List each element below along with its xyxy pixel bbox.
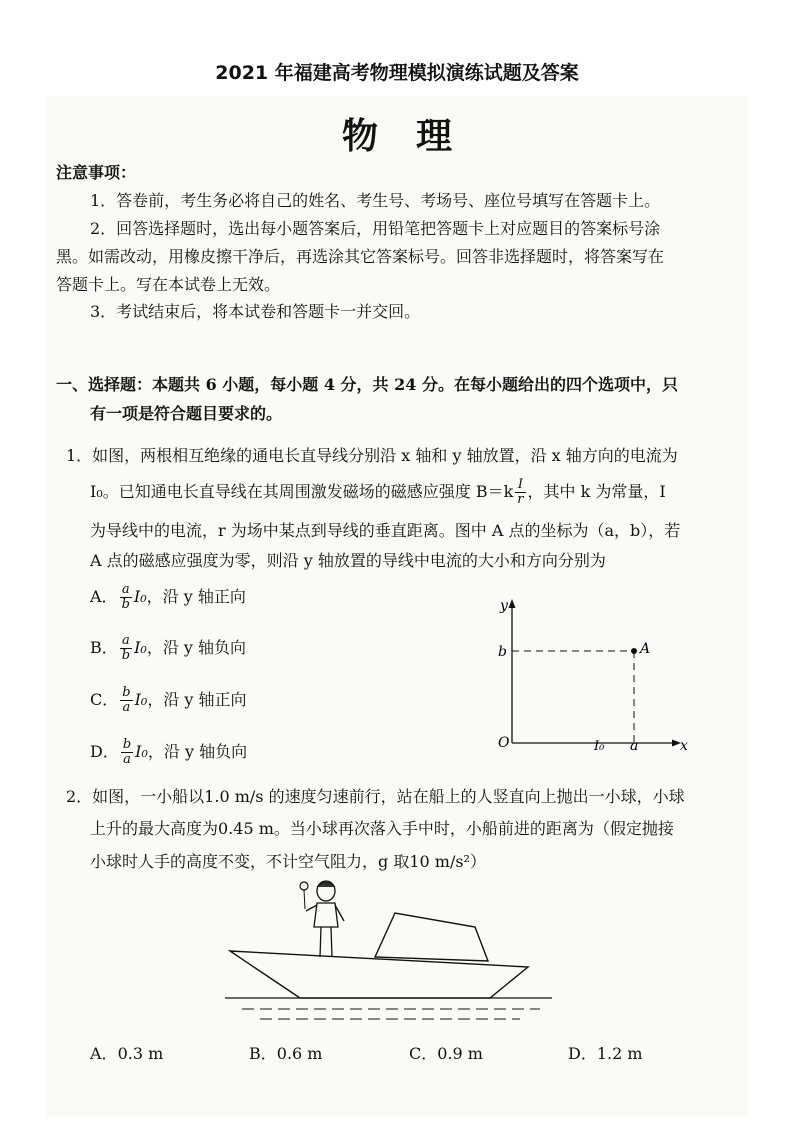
person-figure — [306, 881, 344, 957]
option-letter: B． — [249, 1044, 277, 1063]
option-fraction — [120, 583, 132, 612]
notice-item-3: 3．考试结束后，将本试卷和答题卡一并交回。 — [90, 302, 421, 321]
option-fraction — [121, 738, 133, 767]
fraction-denominator: a — [122, 700, 131, 715]
option-fraction — [120, 686, 132, 715]
origin-label: O — [498, 735, 510, 751]
b-tick-label: b — [498, 644, 507, 660]
option-text: ，沿 y 轴正向 — [147, 690, 247, 709]
option-current: I₀ — [133, 587, 147, 606]
q1-option-a[interactable] — [90, 583, 246, 612]
ball-icon — [300, 882, 308, 890]
y-axis-arrow-icon — [509, 599, 516, 608]
option-letter: A． — [90, 587, 118, 606]
q2-stem-line-1: 2．如图，一小船以1.0 m/s 的速度匀速前行，站在船上的人竖直向上抛出一小球，小球 — [66, 787, 685, 806]
q2-option-b[interactable] — [249, 1041, 322, 1064]
boat-illustration — [220, 875, 565, 1025]
point-a-marker — [631, 648, 637, 654]
q2-option-a[interactable] — [90, 1041, 163, 1064]
option-current: I₀ — [135, 742, 148, 761]
section-1-heading: 一、选择题：本题共 6 小题，每小题 4 分，共 24 分。在每小题给出的四个选项中，只 — [56, 375, 678, 394]
option-letter: C． — [90, 690, 119, 709]
fraction-numerator: b — [122, 737, 132, 752]
option-letter: D． — [90, 742, 119, 761]
x-axis-label: x — [680, 738, 688, 754]
q1-stem-line-2-b: ，其中 k 为常量，I — [527, 482, 666, 501]
q2-stem-line-2: 上升的最大高度为0.45 m。当小球再次落入手中时，小船前进的距离为（假定抛接 — [90, 819, 674, 838]
option-text: ，沿 y 轴负向 — [147, 742, 248, 761]
q1-stem-line-1: 1．如图，两根相互绝缘的通电长直导线分别沿 x 轴和 y 轴放置，沿 x 轴方向的电流为 — [66, 446, 678, 465]
q1-option-c[interactable] — [90, 686, 247, 715]
option-text: 0.3 m — [117, 1044, 164, 1063]
fraction-numerator: b — [122, 685, 131, 700]
formula-denominator: r — [517, 492, 524, 507]
section-1-heading-cont: 有一项是符合题目要求的。 — [90, 404, 283, 423]
option-text: 1.2 m — [596, 1044, 643, 1063]
subject-heading: 物理 — [341, 115, 490, 157]
fraction-numerator: a — [120, 634, 132, 649]
notice-item-2-line-3: 答题卡上。写在本试卷上无效。 — [56, 275, 281, 294]
option-current: I₀ — [134, 638, 147, 657]
q2-option-d[interactable] — [568, 1041, 643, 1064]
throw-arm-line — [304, 890, 305, 909]
boat-cabin — [375, 913, 488, 961]
a-tick-label: a — [630, 738, 639, 754]
option-text: ，沿 y 轴正向 — [146, 587, 246, 606]
option-fraction — [120, 634, 132, 663]
q1-option-b[interactable] — [90, 634, 246, 663]
q1-coordinate-diagram — [490, 595, 700, 760]
q1-stem-line-4: A 点的磁感应强度为零，则沿 y 轴放置的导线中电流的大小和方向分别为 — [90, 551, 606, 570]
y-axis-label: y — [500, 598, 508, 614]
formula-fraction — [515, 478, 525, 507]
fraction-numerator: a — [120, 583, 132, 598]
notice-item-2-line-2: 黑。如需改动，用橡皮擦干净后，再选涂其它答案标号。回答非选择题时，将答案写在 — [56, 247, 665, 266]
notice-heading: 注意事项： — [56, 163, 137, 182]
q1-stem-line-3: 为导线中的电流，r 为场中某点到导线的垂直距离。图中 A 点的坐标为（a，b），若 — [90, 521, 681, 540]
option-text: ，沿 y 轴负向 — [146, 638, 247, 657]
fraction-denominator: b — [121, 648, 131, 663]
option-letter: D． — [568, 1044, 597, 1063]
point-a-label: A — [640, 641, 651, 657]
q2-stem-line-3: 小球时人手的高度不变，不计空气阻力，g 取10 m/s²） — [90, 852, 486, 871]
fraction-denominator: a — [123, 752, 131, 767]
q1-stem-line-2-a: I₀。已知通电长直导线在其周围激发磁场的磁感应强度 B＝k — [90, 482, 514, 501]
formula-numerator: I — [515, 478, 525, 493]
option-text: 0.6 m — [276, 1044, 323, 1063]
option-current: I₀ — [134, 690, 148, 709]
option-letter: B． — [90, 638, 118, 657]
option-letter: A． — [90, 1044, 118, 1063]
fraction-denominator: b — [121, 597, 130, 612]
option-text: 0.9 m — [437, 1044, 483, 1063]
q2-option-c[interactable] — [409, 1041, 483, 1064]
page-title: 2021 年福建高考物理模拟演练试题及答案 — [215, 62, 579, 84]
option-letter: C． — [409, 1044, 438, 1063]
notice-item-1: 1．答卷前，考生务必将自己的姓名、考生号、考场号、座位号填写在答题卡上。 — [90, 191, 661, 210]
q1-option-d[interactable] — [90, 738, 247, 767]
q1-stem-line-2 — [90, 478, 666, 507]
current-label: I₀ — [594, 739, 605, 754]
notice-item-2-line-1: 2．回答选择题时，选出每小题答案后，用铅笔把答题卡上对应题目的答案标号涂 — [90, 219, 661, 238]
